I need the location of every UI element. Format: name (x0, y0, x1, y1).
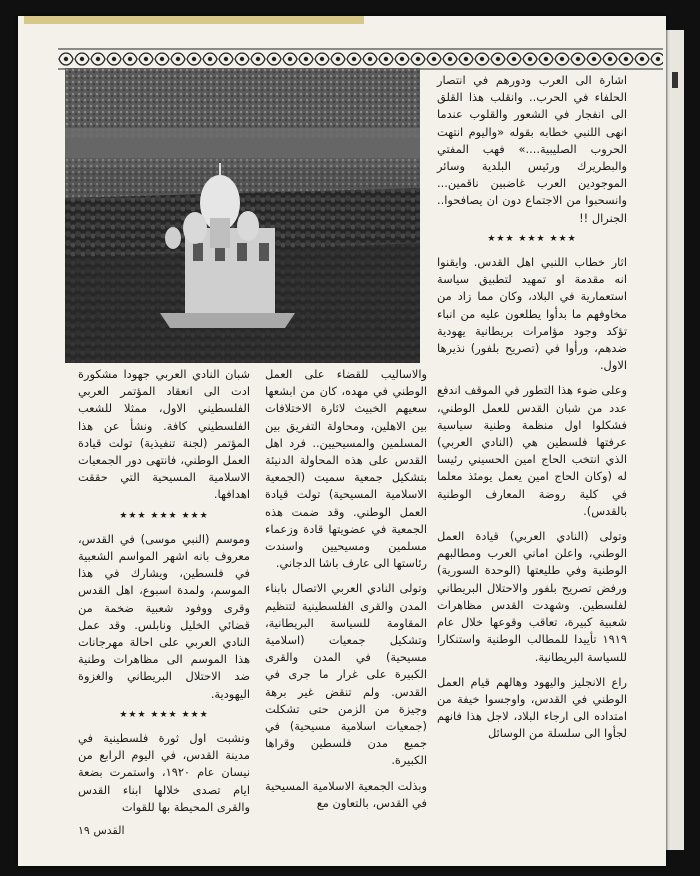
col1-paragraph-1: اشارة الى العرب ودورهم في انتصار الحلفاء في الحرب.. وانقلب هذا القلق الى انفجار في الشعور والقلوب عندما انهى اللنبي خطابه بقوله «واليوم انتهت الحروب الصليبية....» فهب المفتي والبطريرك ورئيس البلدية وسائر الموجودين العرب غاضبين ناقمين... وانسحبوا من الاجتماع دون ان يصافحوا.. الجنرال !! (437, 73, 627, 225)
binding-mark-icon (670, 70, 680, 90)
top-strip (24, 16, 364, 24)
text-column-right (437, 72, 627, 743)
section-separator: ★★★ ★★★ ★★★ (119, 510, 209, 521)
col3-paragraph-3: ونشبت اول ثورة فلسطينية في مدينة القدس، في اليوم الرابع من نيسان عام ١٩٢٠، واستمرت بضعة ايام تصدى خلالها ابناء القدس والقرى المحيطة بها للقوات (78, 731, 250, 814)
text-column-middle (265, 366, 427, 812)
section-separator: ★★★ ★★★ ★★★ (119, 709, 209, 720)
col3-paragraph-2: وموسم (النبي موسى) في القدس، معروف بانه اشهر المواسم الشعبية في فلسطين، ويشارك في هذا الموسم، ولمدة اسبوع، اهل القدس وقرى ووفود شعبية ضخمة من قضائي الخليل ونابلس. وقد عمل النادي العربي على احالة مهرجانات هذا الموسم الى مظاهرات وطنية ضد الاحتلال البريطاني والغزوة اليهودية. (78, 531, 250, 701)
church-photo-image (65, 68, 420, 363)
col2-paragraph-2: وتولى النادي العربي الاتصال بابناء المدن والقرى الفلسطينية لتنظيم المقاومة للسياسة البريطانية، وتشكيل جمعيات (اسلامية مسيحية) في المدن والقرى الكبيرة على غرار ما جرى في القدس. ولم تنقض غير برهة وجيزة من الزمن حتى تشكلت (جمعيات اسلامية مسيحية) في جميع مدن فلسطين وقراها الكبيرة. (265, 581, 427, 768)
col2-paragraph-1: والاساليب للقضاء على العمل الوطني في مهده، كان من ابشعها سعيهم الخبيث لاثارة الاختلافات بين الاهلين، ومحاولة التفريق بين المسلمين والمسيحيين.. فرد اهل القدس على هذه المحاولة الدنيئة بتشكيل جمعية سميت (الجمعية الاسلامية المسيحية) تولت قيادة العمل الوطني. وقد ضمت هذه الجمعية في عضويتها قادة وزعماء مسلمين ومسيحيين واسندت رئاستها الى عارف باشا الدجاني. (265, 367, 427, 571)
col2-paragraph-3: وبذلت الجمعية الاسلامية المسيحية في القدس، بالتعاون مع (265, 778, 427, 810)
col3-paragraph-1: شبان النادي العربي جهودا مشكورة ادت الى انعقاد المؤتمر العربي الفلسطيني الاول، ممثلا للشعب الفلسطيني كافة. ونشأ عن هذا المؤتمر (لجنة تنفيذية) تولت قيادة العمل الوطني، فانتهى دور الجمعيات الاسلامية المسيحية التي حققت اهدافها. (78, 367, 250, 502)
page-number: القدس ١٩ (78, 824, 125, 837)
col1-paragraph-5: راع الانجليز واليهود وهالهم قيام العمل الوطني في القدس، واوجسوا خيفة من امتداده الى ارجاء البلاد، لاجل هذا فانهم لجأوا الى سلسلة من الوسائل (437, 674, 627, 741)
col1-paragraph-2: اثار خطاب اللنبي اهل القدس. وايقنوا انه مقدمة او تمهيد لتطبيق سياسة استعمارية في البلاد، وكان مما زاد من مخاوفهم ما بدأوا يطلعون عليه من انباء تؤكد وجود مؤامرات بريطانية يهودية ضدهم، ورأوا في (تصريح بلفور) نذيرها الاول. (437, 255, 627, 373)
section-separator: ★★★ ★★★ ★★★ (487, 233, 577, 244)
col1-paragraph-3: وعلى ضوء هذا التطور في الموقف اندفع عدد من شبان القدس للعمل الوطني، فشكلوا اول منظمة وطنية سياسية عرفتها فلسطين هي (النادي العربي) الذي انتخب الحاج امين الحسيني رئيسا له (وكان الحاج امين يعمل يومئذ معلما في كلية روضة المعارف الوطنية بالقدس). (437, 383, 627, 518)
text-column-left (78, 366, 250, 816)
col1-paragraph-4: وتولى (النادي العربي) قيادة العمل الوطني، واعلن اماني العرب ومطالبهم الوطنية وفي طليعتها (الوحدة السورية) ورفض تصريح بلفور والاحتلال البريطاني لفلسطين. وشهدت القدس مظاهرات شعبية كبيرة، تعاقب وقوعها خلال عام ١٩١٩ تأييدا للمطالب الوطنية واستنكارا للسياسة البريطانية. (437, 529, 627, 664)
church-photo (65, 68, 420, 363)
